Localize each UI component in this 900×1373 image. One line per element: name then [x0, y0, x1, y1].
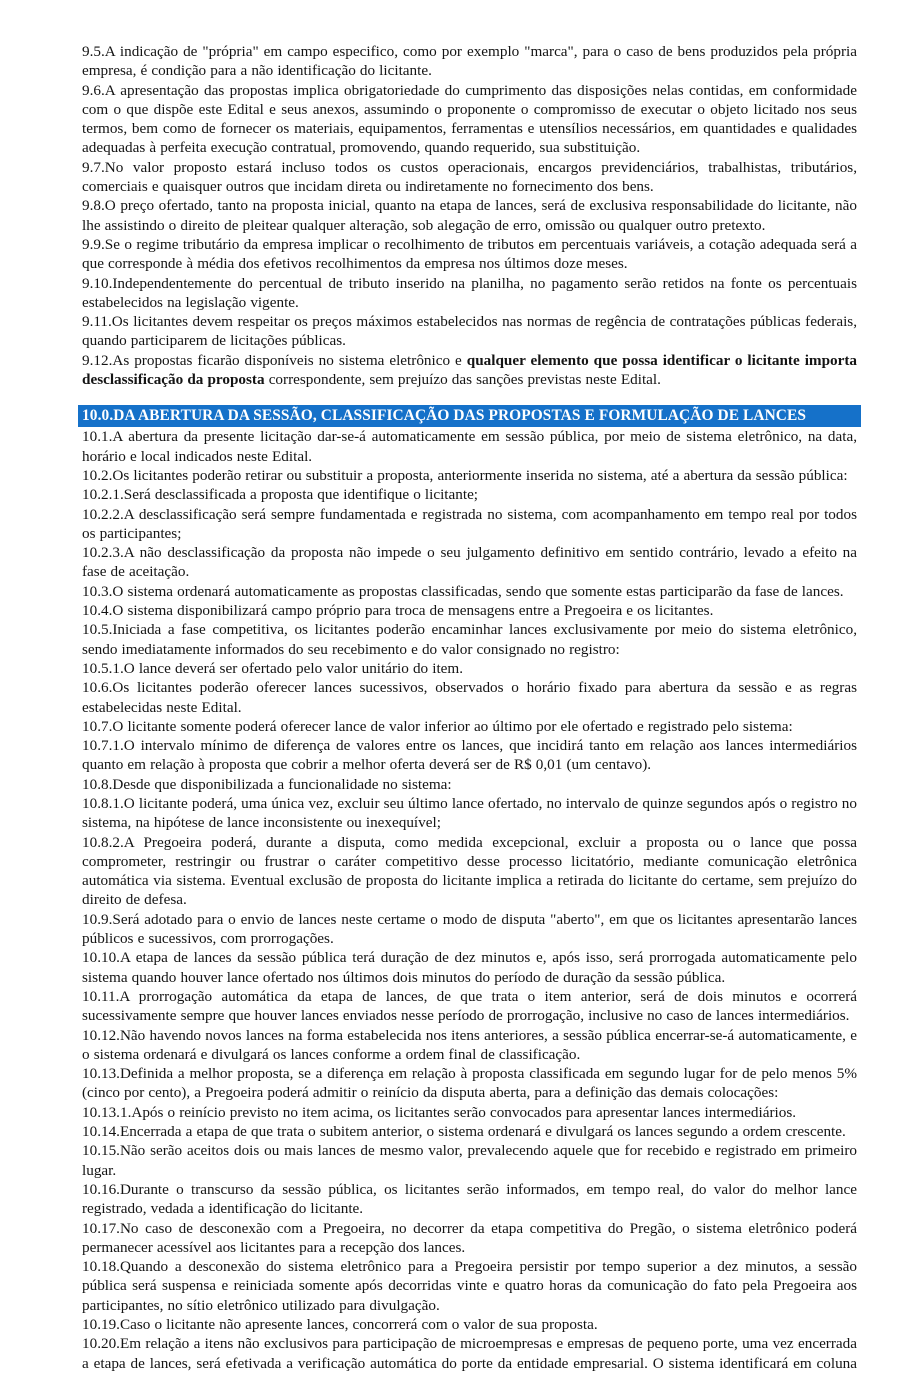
text-run: 10.18.Quando a desconexão do sistema eletrônico para a Pregoeira persistir por tempo superior a dez minutos, a sessão pública será suspensa e reiniciada somente após decorridas vinte e quatro horas da comunicação do fato pela Pregoeira aos participantes, no sítio eletrônico utilizado para divulgação. — [82, 1258, 857, 1314]
paragraph-10-13 — [82, 1064, 857, 1103]
text-run: correspondente, sem prejuízo das sanções previstas neste Edital. — [264, 371, 661, 389]
text-run: 10.20.Em relação a itens não exclusivos para participação de microempresas e empresas de pequeno porte, uma vez encerrada a etapa de lances, será efetivada a verificação automática do porte da entidade empresarial. O sistema identificará em coluna — [82, 1335, 857, 1372]
paragraph-10-8 — [82, 775, 857, 794]
paragraph-10-10 — [82, 948, 857, 987]
text-run: 9.6.A apresentação das propostas implica obrigatoriedade do cumprimento das disposições nelas contidas, em conformidade com o que dispõe este Edital e seus anexos, assumindo o proponente o compromisso de executar o objeto licitado nos seus termos, bem como de fornecer os materiais, equipamentos, ferramentas e utensílios necessários, em quantidades e qualidades adequadas à perfeita execução contratual, promovendo, quando requerido, sua substituição. — [82, 81, 857, 157]
paragraph-10-1 — [82, 427, 857, 466]
paragraph-10-13-1 — [82, 1103, 857, 1122]
paragraph-9-9 — [82, 235, 857, 274]
document-body — [82, 42, 857, 1373]
text-run: 10.1.A abertura da presente licitação dar-se-á automaticamente em sessão pública, por meio de sistema eletrônico, na data, horário e local indicados neste Edital. — [82, 428, 857, 465]
paragraph-9-7 — [82, 158, 857, 197]
paragraph-10-19 — [82, 1315, 857, 1334]
text-run: 10.8.2.A Pregoeira poderá, durante a disputa, como medida excepcional, excluir a proposta ou o lance que possa comprometer, restringir ou frustrar o caráter competitivo desse processo licitatório, mediante comunicação eletrônica automática via sistema. Eventual exclusão de proposta do licitante implica a retirada do licitante do certame, sem prejuízo do direito de defesa. — [82, 833, 857, 909]
paragraph-10-2-1 — [82, 485, 857, 504]
text-run: 9.12.As propostas ficarão disponíveis no sistema eletrônico e — [82, 351, 467, 369]
blank-line — [82, 389, 857, 405]
text-run: 10.2.1.Será desclassificada a proposta que identifique o licitante; — [82, 486, 479, 504]
paragraph-10-2-3 — [82, 543, 857, 582]
paragraph-9-12 — [82, 351, 857, 390]
paragraph-10-14 — [82, 1122, 857, 1141]
text-run: 10.13.Definida a melhor proposta, se a diferença em relação à proposta classificada em segundo lugar for de pelo menos 5% (cinco por cento), a Pregoeira poderá admitir o reinício da disputa aberta, para a definição das demais colocações: — [82, 1065, 857, 1102]
text-run: 9.8.O preço ofertado, tanto na proposta inicial, quanto na etapa de lances, será de exclusiva responsabilidade do licitante, não lhe assistindo o direito de pleitear qualquer alteração, sob alegação de erro, omissão ou qualquer outro pretexto. — [82, 197, 857, 234]
paragraph-10-8-2 — [82, 833, 857, 910]
paragraph-10-8-1 — [82, 794, 857, 833]
section-heading-10-0 — [78, 405, 861, 427]
text-run: 10.3.O sistema ordenará automaticamente as propostas classificadas, sendo que somente estas participarão da fase de lances. — [82, 582, 844, 600]
paragraph-9-6 — [82, 81, 857, 158]
paragraph-10-18 — [82, 1257, 857, 1315]
paragraph-10-12 — [82, 1026, 857, 1065]
paragraph-9-10 — [82, 274, 857, 313]
text-run: 10.17.No caso de desconexão com a Pregoeira, no decorrer da etapa competitiva do Pregão, o sistema eletrônico poderá permanecer acessível aos licitantes para a recepção dos lances. — [82, 1219, 857, 1256]
text-run: 9.7.No valor proposto estará incluso todos os custos operacionais, encargos previdenciários, trabalhistas, tributários, comerciais e quaisquer outros que incidam direta ou indiretamente no fornecimento dos bens. — [82, 158, 857, 196]
text-run: 9.10.Independentemente do percentual de tributo inserido na planilha, no pagamento serão retidos na fonte os percentuais estabelecidos na legislação vigente. — [82, 274, 857, 311]
text-run: 10.2.Os licitantes poderão retirar ou substituir a proposta, anteriormente inserida no sistema, até a abertura da sessão pública: — [82, 466, 848, 484]
paragraph-9-5 — [82, 42, 857, 81]
paragraph-10-2-2 — [82, 505, 857, 544]
text-run: 10.15.Não serão aceitos dois ou mais lances de mesmo valor, prevalecendo aquele que for recebido e registrado em primeiro lugar. — [82, 1142, 857, 1179]
text-run: 10.13.1.Após o reinício previsto no item acima, os licitantes serão convocados para apresentar lances intermediários. — [82, 1103, 797, 1121]
paragraph-10-17 — [82, 1219, 857, 1258]
text-run: 10.6.Os licitantes poderão oferecer lances sucessivos, observados o horário fixado para abertura da sessão e as regras estabelecidas neste Edital. — [82, 679, 857, 716]
paragraph-10-4 — [82, 601, 857, 620]
paragraph-10-6 — [82, 678, 857, 717]
text-run: 10.4.O sistema disponibilizará campo próprio para troca de mensagens entre a Pregoeira e os licitantes. — [82, 602, 714, 620]
paragraph-10-7 — [82, 717, 857, 736]
paragraph-10-20 — [82, 1334, 857, 1373]
text-run: 10.12.Não havendo novos lances na forma estabelecida nos itens anteriores, a sessão pública encerrar-se-á automaticamente, e o sistema ordenará e divulgará os lances conforme a ordem final de classificação. — [82, 1026, 857, 1063]
text-run: 9.5.A indicação de "própria" em campo especifico, como por exemplo "marca", para o caso de bens produzidos pela própria empresa, é condição para a não identificação do licitante. — [82, 43, 857, 80]
paragraph-10-9 — [82, 910, 857, 949]
text-run: qualquer elemento que possa identificar o licitante importa desclassificação da proposta — [82, 351, 857, 389]
text-run: 10.0.DA ABERTURA DA SESSÃO, CLASSIFICAÇÃO DAS PROPOSTAS E FORMULAÇÃO DE LANCES — [82, 407, 807, 425]
text-run: 10.5.Iniciada a fase competitiva, os licitantes poderão encaminhar lances exclusivamente por meio do sistema eletrônico, sendo imediatamente informados do seu recebimento e do valor consignado no registro: — [82, 621, 857, 658]
paragraph-10-15 — [82, 1141, 857, 1180]
text-run: 10.5.1.O lance deverá ser ofertado pelo valor unitário do item. — [82, 659, 464, 677]
text-run: 10.19.Caso o licitante não apresente lances, concorrerá com o valor de sua proposta. — [82, 1316, 598, 1333]
text-run: 10.16.Durante o transcurso da sessão pública, os licitantes serão informados, em tempo real, do valor do melhor lance registrado, vedada a identificação do licitante. — [82, 1180, 857, 1218]
paragraph-10-7-1 — [82, 736, 857, 775]
text-run: 10.2.3.A não desclassificação da proposta não impede o seu julgamento definitivo em sentido contrário, levado a efeito na fase de aceitação. — [82, 544, 857, 581]
paragraph-10-5 — [82, 620, 857, 659]
text-run: 9.11.Os licitantes devem respeitar os preços máximos estabelecidos nas normas de regência de contratações públicas federais, quando participarem de licitações públicas. — [82, 313, 857, 350]
text-run: 10.2.2.A desclassificação será sempre fundamentada e registrada no sistema, com acompanhamento em tempo real por todos os participantes; — [82, 505, 857, 542]
text-run: 10.8.1.O licitante poderá, uma única vez, excluir seu último lance ofertado, no intervalo de quinze segundos após o registro no sistema, na hipótese de lance inconsistente ou inexequível; — [82, 794, 857, 832]
paragraph-10-3 — [82, 582, 857, 601]
text-run: 10.9.Será adotado para o envio de lances neste certame o modo de disputa "aberto", em que os licitantes apresentarão lances públicos e sucessivos, com prorrogações. — [82, 910, 857, 948]
paragraph-9-8 — [82, 196, 857, 235]
text-run: 10.14.Encerrada a etapa de que trata o subitem anterior, o sistema ordenará e divulgará os lances segundo a ordem crescente. — [82, 1123, 846, 1141]
text-run: 10.8.Desde que disponibilizada a funcionalidade no sistema: — [82, 775, 452, 793]
paragraph-10-5-1 — [82, 659, 857, 678]
paragraph-10-11 — [82, 987, 857, 1026]
paragraph-9-11 — [82, 312, 857, 351]
text-run: 10.7.O licitante somente poderá oferecer lance de valor inferior ao último por ele ofertado e registrado pelo sistema: — [82, 717, 793, 735]
text-run: 10.11.A prorrogação automática da etapa de lances, de que trata o item anterior, será de dois minutos e ocorrerá sucessivamente sempre que houver lances enviados nesse período de prorrogação, inclusive no caso de lances intermediários. — [82, 987, 857, 1025]
paragraph-10-16 — [82, 1180, 857, 1219]
text-run: 10.7.1.O intervalo mínimo de diferença de valores entre os lances, que incidirá tanto em relação aos lances intermediários quanto em relação à proposta que cobrir a melhor oferta deverá ser de R$ 0,01 (um centavo). — [82, 737, 857, 774]
text-run: 10.10.A etapa de lances da sessão pública terá duração de dez minutos e, após isso, será prorrogada automaticamente pelo sistema quando houver lance ofertado nos últimos dois minutos do período de duração da sessão pública. — [82, 949, 857, 986]
paragraph-10-2 — [82, 466, 857, 485]
text-run: 9.9.Se o regime tributário da empresa implicar o recolhimento de tributos em percentuais variáveis, a cotação adequada será a que corresponde à média dos efetivos recolhimentos da empresa nos últimos doze meses. — [82, 235, 857, 273]
